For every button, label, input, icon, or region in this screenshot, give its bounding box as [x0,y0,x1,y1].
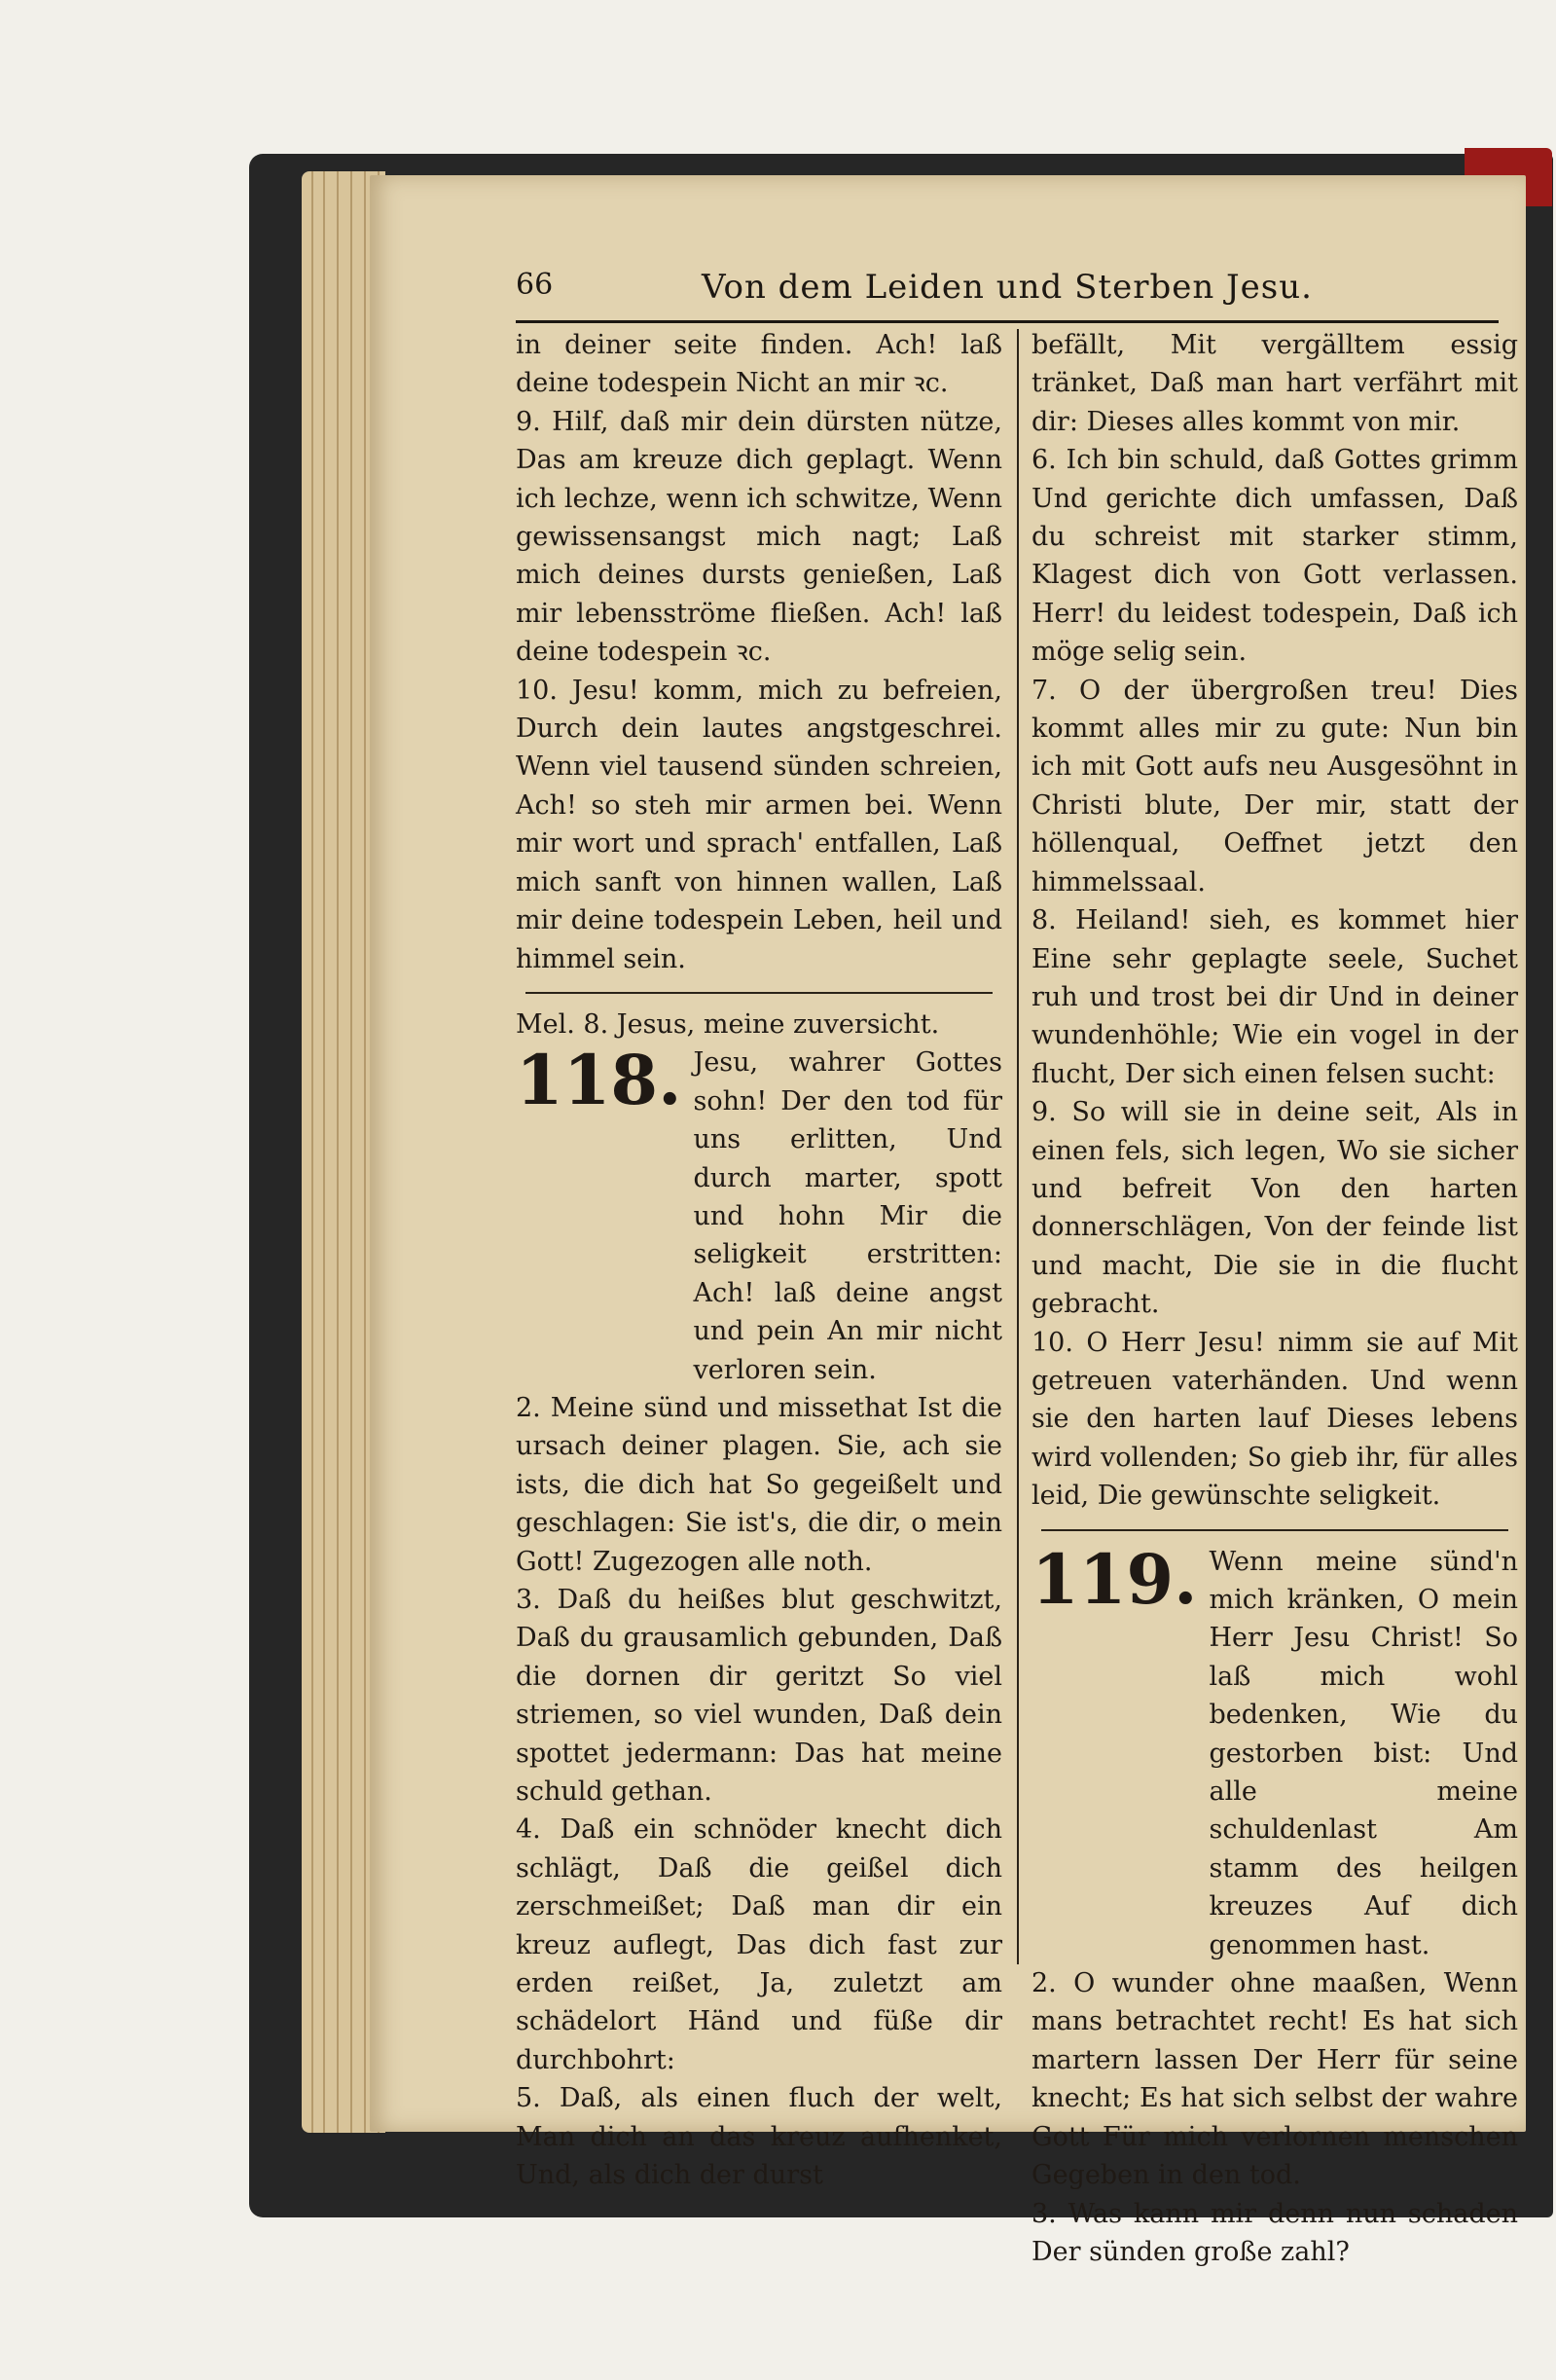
hymn-number: 118. [516,1040,682,1121]
verse: 6. Ich bin schuld, daß Gottes grimm Und gerichte dich umfassen, Daß du schreist mit starker stimm, Klagest dich von Gott verlassen. Herr! du leidest todespein, Daß ich möge selig sein. [1031,445,1518,668]
verse: 10. Jesu! komm, mich zu befreien, Durch dein lautes angstgeschrei. Wenn viel tausend sünden schreien, Ach! so steh mir armen bei. Wenn mir wort und sprach' entfallen, Laß mich sanft von hinnen wallen, Laß mir deine todespein Leben, heil und himmel sein. [516,675,1002,974]
verse: 3. Was kann mir denn nun schaden Der sünden große zahl? [1031,2198,1518,2267]
verse: 4. Daß ein schnöder knecht dich schlägt, Daß die geißel dich zerschmeißet; Daß man dir ein kreuz auflegt, Das dich fast zur erden reißet, Ja, zuletzt am schädelort Händ und füße dir durchbohrt: [516,1814,1002,2075]
left-column [516,326,1002,2195]
hymn-first-verse: Jesu, wahrer Gottes sohn! Der den tod für uns erlitten, Und durch marter, spott und hohn Mir die seligkeit erstritten: Ach! laß deine angst und pein An mir nicht verloren sein. [693,1047,1002,1385]
verse: 9. So will sie in deine seit, Als in einen fels, sich legen, Wo sie sicher und befreit Von den harten donnerschlägen, Von der feinde list und macht, Die sie in die flucht gebracht. [1031,1097,1518,1320]
hymn-119-header [1031,1538,1518,1964]
hymn-first-verse: Wenn meine sünd'n mich kränken, O mein Herr Jesu Christ! So laß mich wohl bedenken, Wie du gestorben bist: Und alle meine schuldenlast Am stamm des heilgen kreuzes Auf dich genommen hast. [1209,1546,1518,1960]
verse: 10. O Herr Jesu! nimm sie auf Mit getreuen vaterhänden. Und wenn sie den harten lauf Dieses lebens wird vollenden; So gieb ihr, für alles leid, Die gewünschte seligkeit. [1031,1327,1518,1512]
verse: 5. Daß, als einen fluch der welt, Man dich an das kreuz aufhenket, Und, als dich der durst [516,2083,1002,2191]
hymn-divider [1041,1529,1508,1531]
verse: 7. O der übergroßen treu! Dies kommt alles mir zu gute: Nun bin ich mit Gott aufs neu Ausgesöhnt in Christi blute, Der mir, statt der höllenqual, Oeffnet jetzt den himmelssaal. [1031,675,1518,897]
page-header [516,268,1499,307]
column-divider [1017,329,1019,1964]
page-number: 66 [516,268,554,302]
verse-continuation: befällt, Mit vergälltem essig tränket, Daß man hart verfährt mit dir: Dieses alles kommt von mir. [1031,330,1518,437]
melody-line: Mel. 8. Jesus, meine zuversicht. [516,1008,940,1040]
hymn-divider [525,992,993,994]
verse: 2. O wunder ohne maaßen, Wenn mans betrachtet recht! Es hat sich martern lassen Der Herr für seine knecht; Es hat sich selbst der wahre Gott Für mich verlornen menschen Gegeben in den tod. [1031,1968,1518,2191]
book-page [370,175,1526,2267]
header-rule [516,320,1499,323]
hymn-number: 119. [1031,1538,1198,1620]
right-column [1031,326,1518,2271]
verse-continuation: in deiner seite finden. Ach! laß deine todespein Nicht an mir ꝛc. [516,330,1002,399]
hymn-118-header [516,1040,1002,1389]
running-title: Von dem Leiden und Sterben Jesu. [702,268,1313,307]
verse: 3. Daß du heißes blut geschwitzt, Daß du grausamlich gebunden, Daß die dornen dir geritzt So viel striemen, so viel wunden, Daß dein spottet jedermann: Das hat meine schuld gethan. [516,1585,1002,1808]
verse: 8. Heiland! sieh, es kommet hier Eine sehr geplagte seele, Suchet ruh und trost bei dir Und in deiner wundenhöhle; Wie ein vogel in der flucht, Der sich einen felsen sucht: [1031,905,1518,1089]
verse: 9. Hilf, daß mir dein dürsten nütze, Das am kreuze dich geplagt. Wenn ich lechze, wenn ich schwitze, Wenn gewissensangst mich nagt; Laß mich deines dursts genießen, Laß mir lebensströme fließen. Ach! laß deine todespein ꝛc. [516,406,1002,668]
verse: 2. Meine sünd und missethat Ist die ursach deiner plagen. Sie, ach sie ists, die dich hat So gegeißelt und geschlagen: Sie ist's, die dir, o mein Gott! Zugezogen alle noth. [516,1392,1002,1577]
